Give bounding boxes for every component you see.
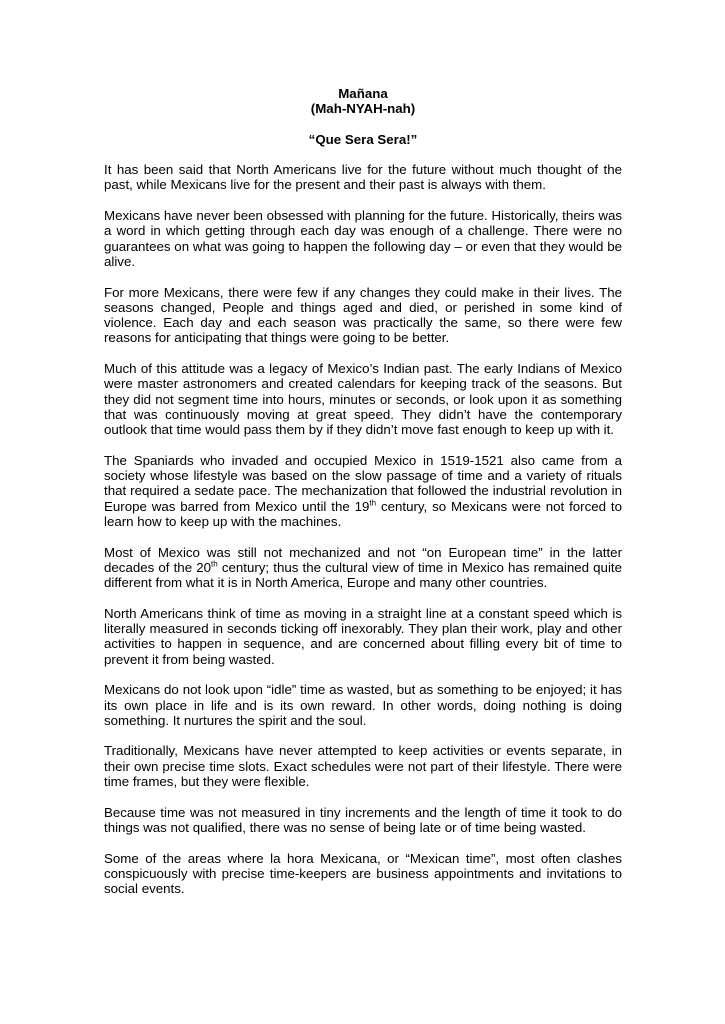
paragraph-4: Much of this attitude was a legacy of Mexico’s Indian past. The early Indians of Mexico were master astronomers and created calendars for keeping track of the seasons. But they did not segment time into hours, minutes or seconds, or look upon it as something that was continuously moving at great speed. They didn’t have the contemporary outlook that time would pass them by if they didn’t move fast enough to keep up with it. <box>104 361 622 438</box>
paragraph-5 <box>104 453 622 529</box>
paragraph-5-text-after: century, so Mexicans were not forced to learn how to keep up with the machines. <box>104 498 623 530</box>
document-title: Mañana <box>338 86 388 101</box>
ordinal-suffix: th <box>211 559 218 569</box>
title-block <box>104 86 622 117</box>
paragraph-3: For more Mexicans, there were few if any changes they could make in their lives. The seasons changed, People and things aged and died, or perished in some kind of violence. Each day and each season was practically the same, so there were few reasons for anticipating that things were going to be better. <box>104 284 622 346</box>
paragraph-2: Mexicans have never been obsessed with planning for the future. Historically, theirs was a word in which getting through each day was enough of a challenge. There were no guarantees on what was going to happen the following day – or even that they would be alive. <box>104 208 622 269</box>
paragraph-6-text-after: century; thus the cultural view of time in Mexico has remained quite different from what it is in North America, Europe and many other countries. <box>104 559 622 591</box>
document-subtitle: “Que Sera Sera!” <box>308 131 418 147</box>
paragraph-8: Mexicans do not look upon “idle” time as wasted, but as something to be enjoyed; it has its own place in life and is its own reward. In other words, doing nothing is doing something. It nurtures the spirit and the soul. <box>104 682 622 728</box>
paragraph-6 <box>104 545 622 591</box>
paragraph-7: North Americans think of time as moving in a straight line at a constant speed which is literally measured in seconds ticking off inexorably. They plan their work, play and other activities to happen in sequence, and are concerned about filling every bit of time to prevent it from being wasted. <box>104 605 622 667</box>
pronunciation: (Mah-NYAH-nah) <box>310 101 416 117</box>
document-page <box>104 86 622 896</box>
paragraph-11: Some of the areas where la hora Mexicana, or “Mexican time”, most often clashes conspicuously with precise time-keepers are business appointments and invitations to social events. <box>104 850 622 897</box>
paragraph-6-text-before: Most of Mexico was still not mechanized and not “on European time” in the latter decades of the 20 <box>104 544 622 575</box>
paragraph-1: It has been said that North Americans live for the future without much thought of the past, while Mexicans live for the present and their past is always with them. <box>104 162 622 193</box>
paragraph-10: Because time was not measured in tiny increments and the length of time it took to do things was not qualified, there was no sense of being late or of time being wasted. <box>104 804 622 835</box>
ordinal-suffix: th <box>369 498 377 508</box>
paragraph-5-text-before: The Spaniards who invaded and occupied Mexico in 1519-1521 also came from a society whose lifestyle was based on the slow passage of time and a variety of rituals that required a sedate pace. The mechanization that followed the industrial revolution in Europe was barred from Mexico until the 19 <box>104 452 622 514</box>
paragraph-9: Traditionally, Mexicans have never attempted to keep activities or events separate, in their own precise time slots. Exact schedules were not part of their lifestyle. There were time frames, but they were flexible. <box>104 743 622 790</box>
